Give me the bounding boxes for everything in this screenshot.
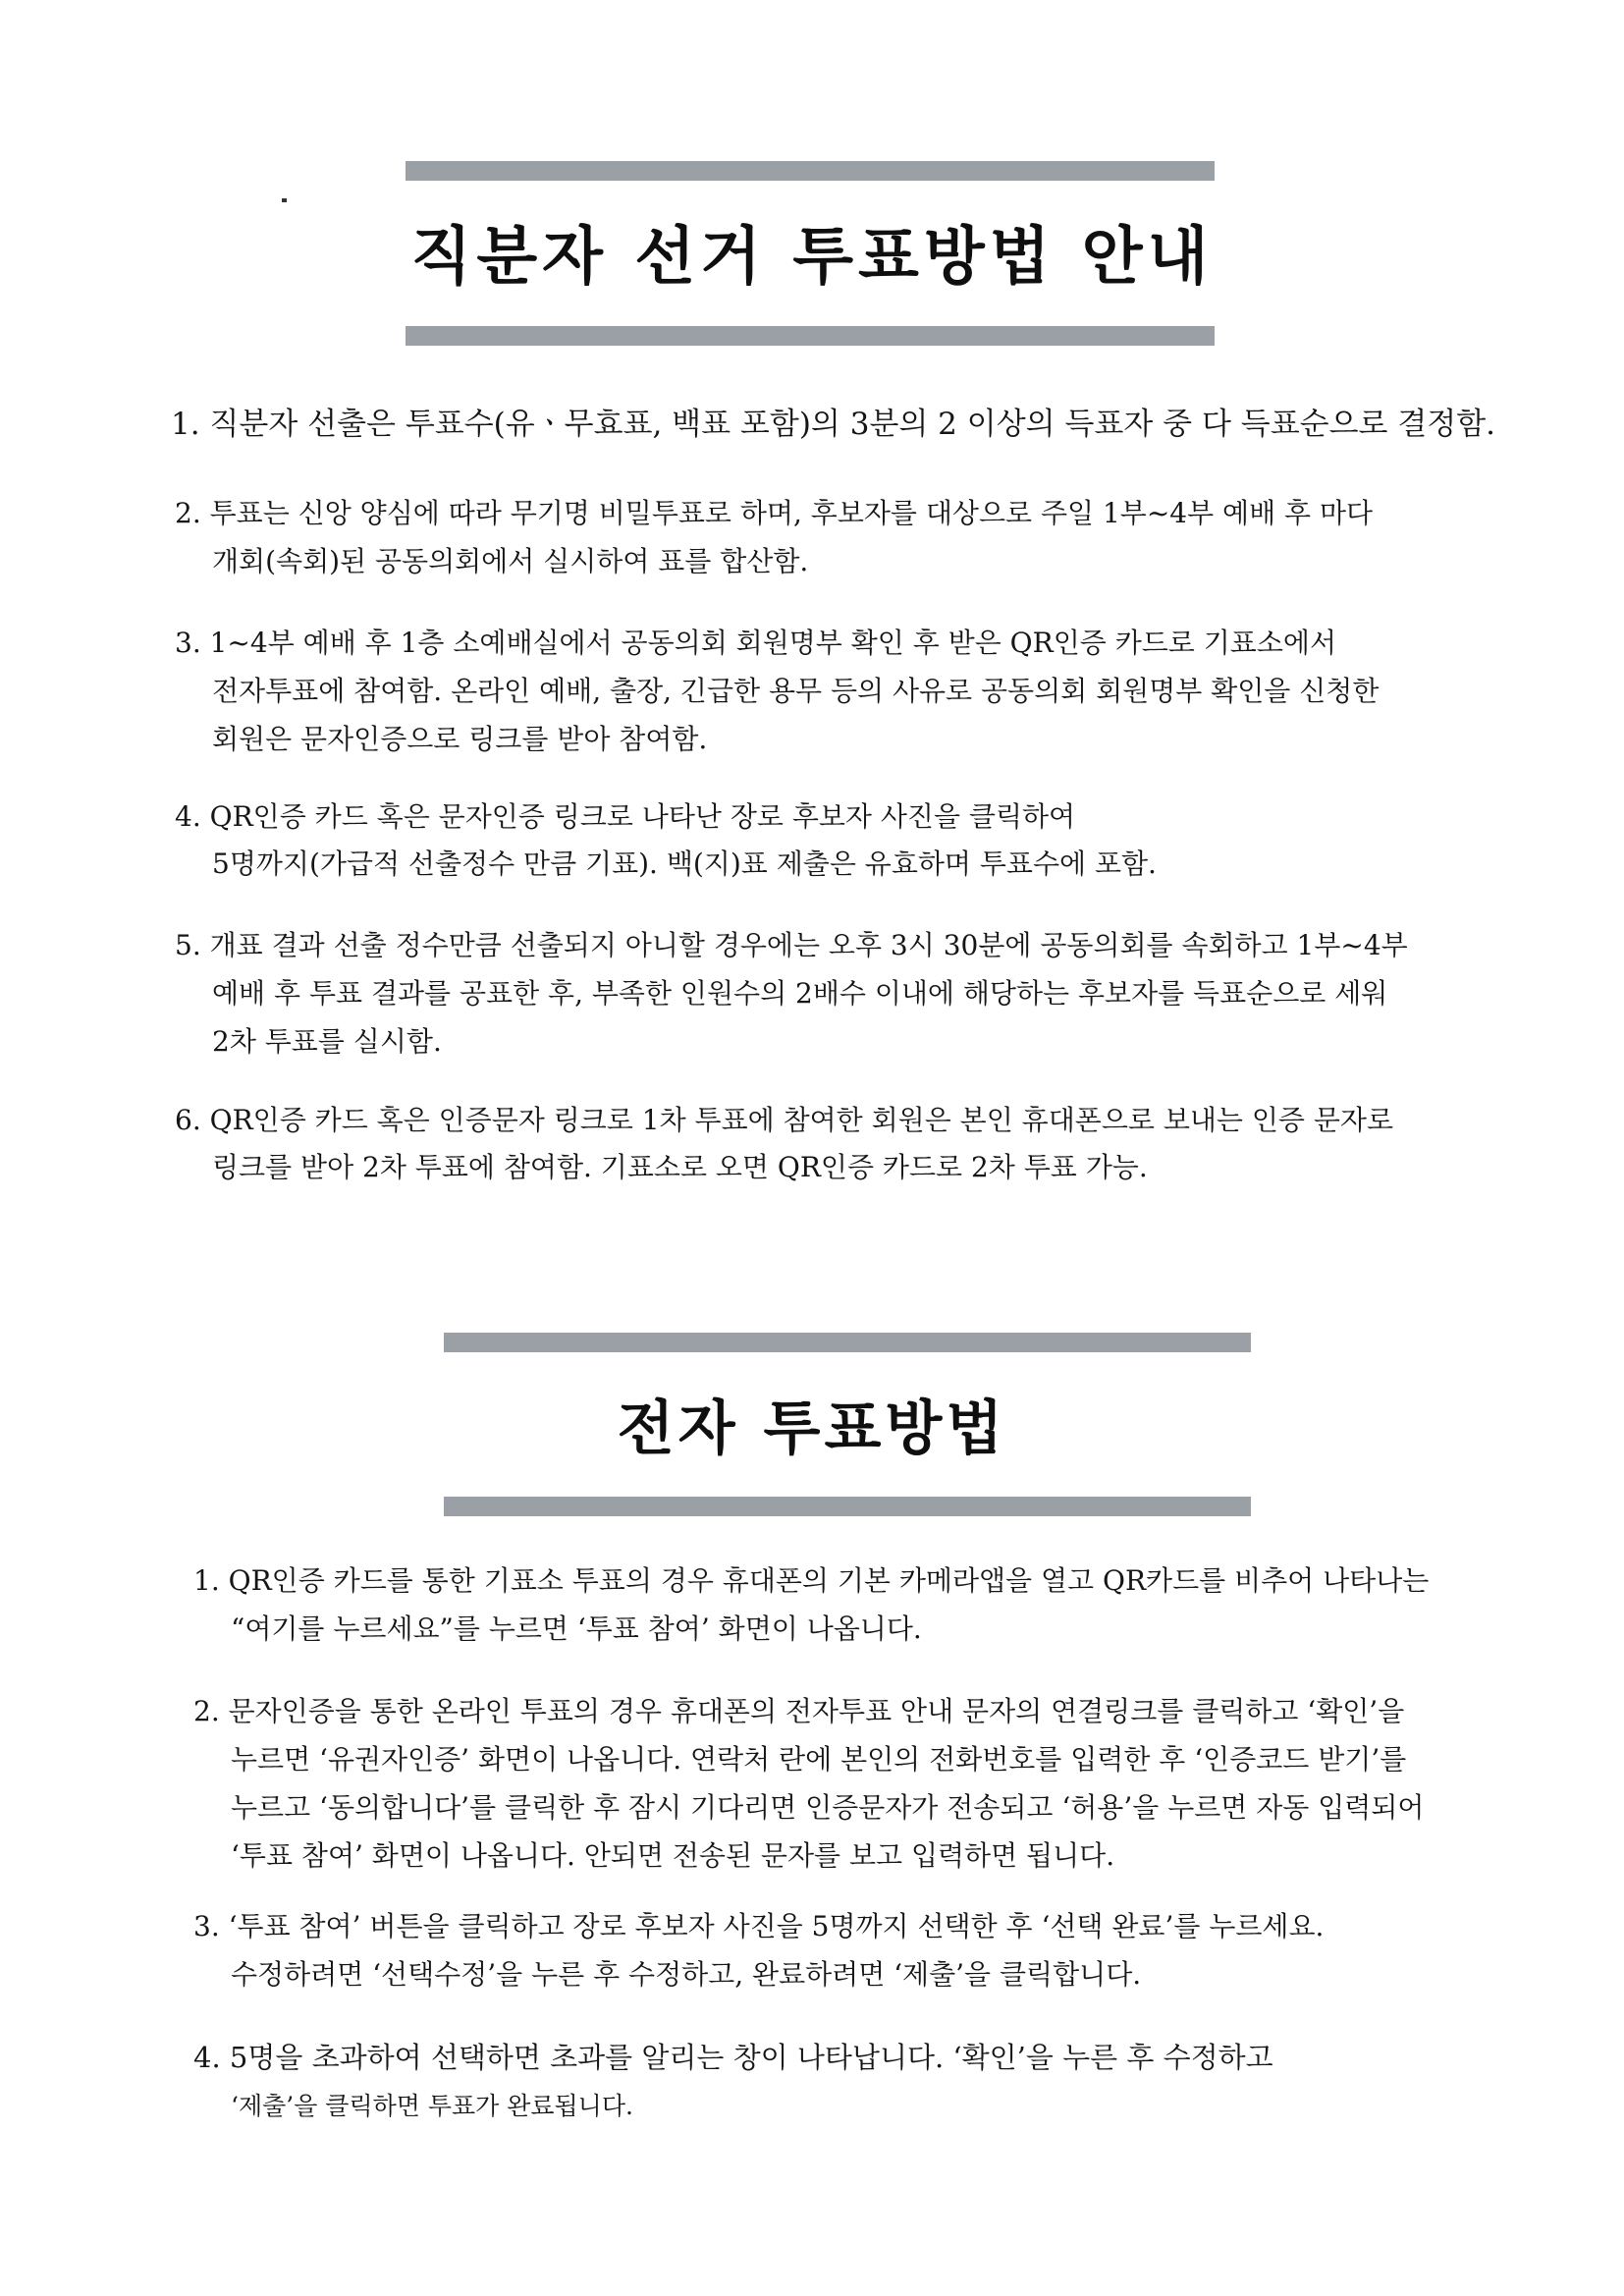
item-line: 링크를 받아 2차 투표에 참여함. 기표소로 오면 QR인증 카드로 2차 투표 가능. [212, 1151, 1148, 1183]
item-line: ‘투표 참여’ 화면이 나옵니다. 안되면 전송된 문자를 보고 입력하면 됩니다. [231, 1839, 1115, 1872]
section1-title: 직분자 선거 투표방법 안내 [410, 221, 1214, 294]
item-line: 1. QR인증 카드를 통한 기표소 투표의 경우 휴대폰의 기본 카메라앱을 열고 QR카드를 비추어 나타나는 [193, 1564, 1430, 1597]
item-line: 전자투표에 참여함. 온라인 예배, 출장, 긴급한 용무 등의 사유로 공동의회 회원명부 확인을 신청한 [212, 675, 1380, 707]
item-line: 2. 투표는 신앙 양심에 따라 무기명 비밀투표로 하며, 후보자를 대상으로 주일 1부~4부 예배 후 마다 [175, 497, 1374, 529]
list-item [193, 1902, 1324, 1998]
item-line: ‘제출’을 클릭하면 투표가 완료됩니다. [231, 2092, 633, 2120]
item-line: 6. QR인증 카드 혹은 인증문자 링크로 1차 투표에 참여한 회원은 본인 휴대폰으로 보내는 인증 문자로 [175, 1104, 1393, 1136]
section2-title: 전자 투표방법 [617, 1394, 1007, 1463]
item-line: 예배 후 투표 결과를 공표한 후, 부족한 인원수의 2배수 이내에 해당하는 후보자를 득표순으로 세워 [212, 977, 1388, 1010]
item-line: 회원은 문자인증으로 링크를 받아 참여함. [212, 723, 708, 755]
list-item [193, 2033, 1273, 2131]
item-line: 4. QR인증 카드 혹은 문자인증 링크로 나타난 장로 후보자 사진을 클릭하여 [175, 800, 1076, 833]
item-line: 누르면 ‘유권자인증’ 화면이 나옵니다. 연락처 란에 본인의 전화번호를 입력한 후 ‘인증코드 받기’를 [231, 1743, 1407, 1776]
item-line: 수정하려면 ‘선택수정’을 누른 후 수정하고, 완료하려면 ‘제출’을 클릭합니다. [231, 1958, 1142, 1991]
item-line: 4. 5명을 초과하여 선택하면 초과를 알리는 창이 나타납니다. ‘확인’을 누른 후 수정하고 [193, 2041, 1273, 2074]
item-line: 2. 문자인증을 통한 온라인 투표의 경우 휴대폰의 전자투표 안내 문자의 연결링크를 클릭하고 ‘확인’을 [193, 1695, 1405, 1727]
item-line: 3. ‘투표 참여’ 버튼을 클릭하고 장로 후보자 사진을 5명까지 선택한 후 ‘선택 완료’를 누르세요. [193, 1910, 1325, 1942]
item-line: 5. 개표 결과 선출 정수만큼 선출되지 아니할 경우에는 오후 3시 30분에 공동의회를 속회하고 1부~4부 [175, 929, 1408, 961]
item-line: 1. 직분자 선출은 투표수(유ㆍ무효표, 백표 포함)의 3분의 2 이상의 득표자 중 다 득표순으로 결정함. [171, 407, 1496, 442]
item-line: 5명까지(가급적 선출정수 만큼 기표). 백(지)표 제출은 유효하며 투표수에 포함. [212, 847, 1157, 880]
list-item [193, 1687, 1424, 1880]
item-line: 개회(속회)된 공동의회에서 실시하여 표를 합산함. [212, 545, 809, 577]
item-line: “여기를 누르세요”를 누르면 ‘투표 참여’ 화면이 나옵니다. [231, 1613, 922, 1645]
item-line: 누르고 ‘동의합니다’를 클릭한 후 잠시 기다리면 인증문자가 전송되고 ‘허용’을 누르면 자동 입력되어 [231, 1791, 1425, 1824]
item-line: 3. 1~4부 예배 후 1층 소예배실에서 공동의회 회원명부 확인 후 받은 QR인증 카드로 기표소에서 [175, 627, 1336, 659]
list-item [193, 1557, 1429, 1653]
item-line: 2차 투표를 실시함. [212, 1025, 442, 1058]
